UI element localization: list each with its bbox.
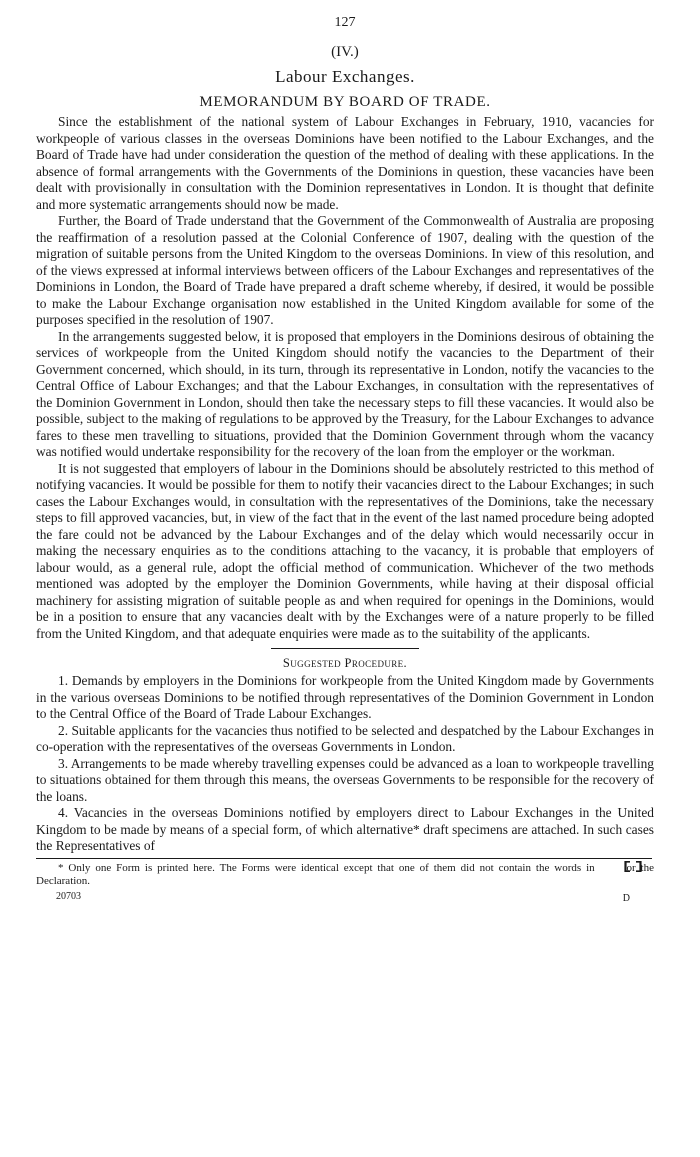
page-title: Labour Exchanges. xyxy=(275,67,415,86)
procedure-item: 2. Suitable applicants for the vacancies thus notified to be selected and despatched by the Labour Exchanges in co-operation with the representatives of the overseas Governments in London. xyxy=(36,722,654,754)
footnote-text: * Only one Form is printed here. The Forms were identical except that one of them did not contain the words in xyxy=(58,861,595,874)
close-bracket-icon xyxy=(613,861,620,872)
paragraph: Further, the Board of Trade understand that the Government of the Commonwealth of Australia are proposing the reaffirmation of a resolution passed at the Colonial Conference of 1907, dealing with the question of the migration of suitable persons from the United Kingdom to the overseas Dominions. In view of this resolution, and of the views expressed at informal interviews between officers of the Labour Exchanges and representatives of the Dominions in London, the Board of Trade have prepared a draft scheme whereby, if desired, it would be possible to make the Labour Exchange organisation now established in the United Kingdom available for some of the purposes specified in the resolution of 1907. xyxy=(36,213,654,327)
section-number: (IV.) xyxy=(331,44,359,60)
procedure-item: 1. Demands by employers in the Dominions for workpeople from the United Kingdom made by Governments in the various overseas Dominions to be notified through representatives of the Dominion Government in London to the Central Office of the Board of Trade Labour Exchanges. xyxy=(36,673,654,721)
procedure-item: 4. Vacancies in the overseas Dominions notified by employers direct to Labour Exchanges in the United Kingdom to be made by means of a special form, of which alternative* draft specimens are attached. In such cases the Representatives of xyxy=(36,805,654,853)
procedure-heading: Suggested Procedure. xyxy=(282,656,408,670)
procedure-item: 3. Arrangements to be made whereby travelling expenses could be advanced as a loan to workpeople travelling to situations obtained for them through this means, the overseas Governments to be responsible for the recovery of the loans. xyxy=(36,755,654,804)
print-code: 20703 xyxy=(56,890,81,902)
page-footer xyxy=(36,890,654,906)
footnote xyxy=(36,861,654,888)
procedure-list xyxy=(36,673,654,855)
paragraph: Since the establishment of the national system of Labour Exchanges in February, 1910, vacancies for workpeople of various classes in the overseas Dominions have been notified to the Labour Exchanges, and the Board of Trade have had under consideration the question of the method of dealing with these applications. In the absence of formal arrangements with the Governments of the Dominions in question, these vacancies have been dealt with provisionally in consultation with the Dominion representatives in London. It is thought that definite and more systematic arrangements should now be made. xyxy=(36,114,654,212)
sheet-signature: D xyxy=(622,892,630,904)
page-number: 127 xyxy=(334,15,356,30)
paragraph: In the arrangements suggested below, it is proposed that employers in the Dominions desirous of obtaining the services of workpeople from the United Kingdom should notify the vacancies to the Department of their Government concerned, which should, in its turn, through its representative in London, notify the vacancies to the Central Office of Labour Exchanges; and that the Labour Exchanges, in consultation with the representatives of the Dominion Government in London, should then take the necessary steps to fill these vacancies. It would also be possible, subject to the making of regulations to be approved by the Treasury, for the Labour Exchanges to advance fares to these men travelling to situations, provided that the Dominion Government through whom the vacancy was notified would undertake responsibility for the recovery of the loan from the employer or the workman. xyxy=(36,328,654,459)
open-bracket-icon xyxy=(602,861,609,872)
paragraph: It is not suggested that employers of labour in the Dominions should be absolutely restricted to this method of notifying vacancies. It would be possible for them to notify their vacancies direct to the Labour Exchanges; in such cases the Labour Exchanges would, in consultation with the representatives of the Dominions, take the necessary steps to fill approved vacancies, but, in view of the fact that in the event of the last named procedure being adopted the fare could not be advanced by the Labour Exchanges and of the delay which would necessarily occur in making the necessary enquiries as to the conditions attaching to the vacancy, it is probable that employers of labour would, as a general rule, adopt the official method of communication. Whichever of the two methods mentioned was adopted by the employer the Dominion Governments, while having at their disposal official machinery for assisting migration of suitable people as and when required for openings in the Dominions, would be in a position to ensure that any vacancies dealt with by the Exchanges were of a nature properly to be filled from the United Kingdom, and that adequate enquiries were made as to the suitability of the applicants. xyxy=(36,460,654,641)
section-divider xyxy=(271,648,419,649)
memorandum-body xyxy=(36,114,654,642)
footnote-divider xyxy=(36,858,652,859)
footnote-text-end: or the Declaration. xyxy=(36,861,654,887)
document-page xyxy=(36,14,654,906)
memorandum-heading: MEMORANDUM BY BOARD OF TRADE. xyxy=(199,94,491,110)
